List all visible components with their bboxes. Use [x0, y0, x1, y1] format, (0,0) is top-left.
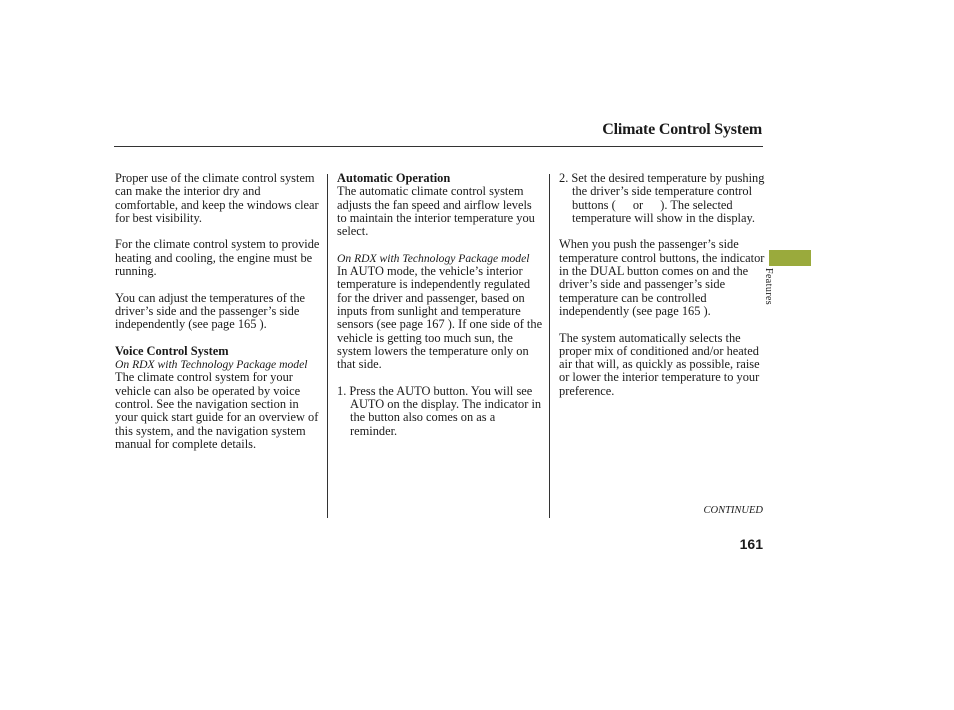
continued-label: CONTINUED — [703, 505, 763, 516]
section-tab — [769, 250, 811, 266]
auto-intro-paragraph: The automatic climate control system adjusts the fan speed and airflow levels to maintain the interior temperature you select. — [337, 184, 535, 239]
voice-control-heading: Voice Control System — [115, 343, 229, 358]
step-2 — [559, 172, 765, 225]
section-label — [761, 268, 791, 328]
step-1: 1. Press the AUTO button. You will see AUTO on the display. The indicator in the button also comes on as a reminder. — [337, 383, 542, 438]
engine-paragraph: For the climate control system to provide heating and cooling, the engine must be running. — [115, 237, 320, 279]
auto-mode-paragraph: In AUTO mode, the vehicle’s interior temperature is independently regulated for the driver and passenger, based on inputs from sunlight and temperature sensors (see page 167 ). If one side of the vehicle is getting too much sun, the system lowers the temperature only on that side. — [337, 264, 543, 372]
column-3 — [559, 172, 765, 411]
passenger-paragraph: When you push the passenger’s side temperature control buttons, the indicator in the DUAL button comes on and the driver’s side and passenger’s side temperature can be controlled independently (see page 165 ). — [559, 237, 765, 318]
column-2 — [337, 172, 543, 451]
voice-control-paragraph: The climate control system for your vehicle can also be operated by voice control. See the navigation section in your quick start guide for an overview of this system, and the navigation system manual for complete details. — [115, 370, 319, 451]
intro-paragraph: Proper use of the climate control system can make the interior dry and comfortable, and keep the windows clear for best visibility. — [115, 171, 319, 225]
air-mix-paragraph: The system automatically selects the proper mix of conditioned and/or heated air that will, as quickly as possible, raise or lower the interior temperature to your preference. — [559, 330, 760, 398]
step-2-text-b: ). The selected temperature will show in the display. — [572, 197, 755, 225]
section-label-text: Features — [763, 268, 774, 306]
column-divider-2 — [549, 174, 550, 518]
model-note: On RDX with Technology Package model — [337, 251, 530, 265]
page-title: Climate Control System — [602, 121, 762, 138]
auto-operation-heading: Automatic Operation — [337, 171, 451, 185]
model-note: On RDX with Technology Package model — [115, 358, 308, 372]
step-2-or: or — [632, 197, 644, 212]
dual-temp-paragraph: You can adjust the temperatures of the driver’s side and the passenger’s side independently (see page 165 ). — [115, 290, 306, 332]
page-number: 161 — [739, 536, 763, 552]
step-2-text-a: 2. Set the desired temperature by pushing the driver’s side temperature control buttons ( — [559, 171, 765, 212]
column-divider-1 — [327, 174, 328, 518]
column-1 — [115, 172, 321, 465]
title-rule — [114, 146, 763, 147]
